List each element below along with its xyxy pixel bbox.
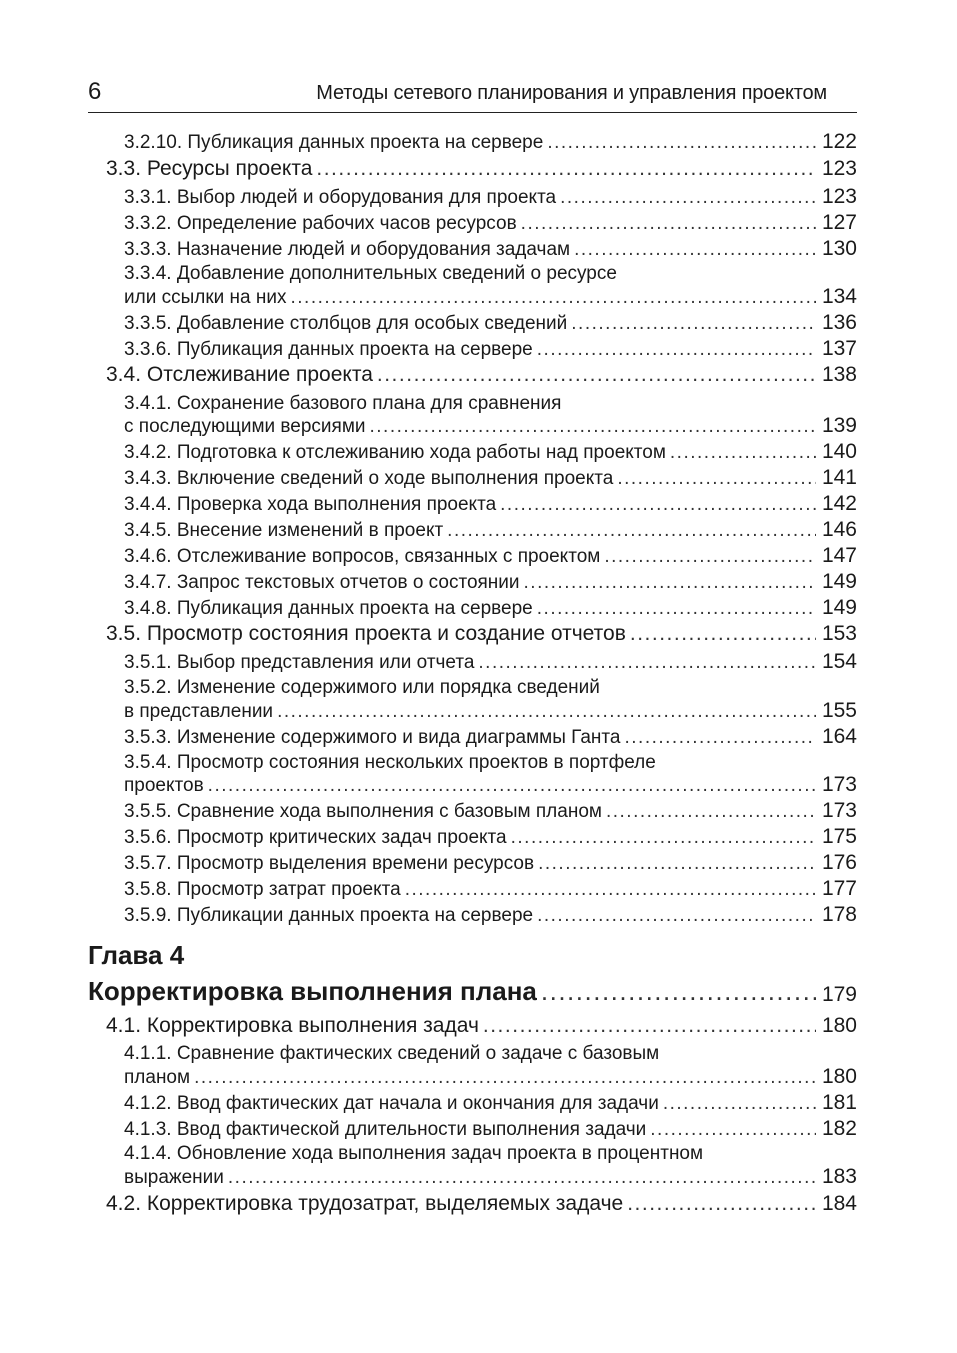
toc-leader-dots (630, 622, 816, 646)
toc-entry-title-line1: 4.1.4. Обновление хода выполнения задач проекта в процентном (124, 1143, 704, 1164)
toc-entry (124, 130, 857, 154)
toc-leader-dots (627, 1192, 816, 1216)
toc-leader-dots (606, 801, 816, 823)
toc-leader-dots (405, 879, 816, 901)
toc-entry-title-line1: 4.1.1. Сравнение фактических сведений о задаче с базовым (124, 1043, 660, 1064)
toc-entry (124, 285, 857, 309)
toc-entry-title: 3.4.4. Проверка хода выполнения проекта (124, 494, 497, 515)
toc-entry-page: 137 (821, 337, 857, 360)
toc-entry-title: 3.5.3. Изменение содержимого и вида диаграммы Ганта (124, 727, 621, 748)
toc-entry-page: 140 (821, 440, 857, 463)
toc-entry-title: 3.5.6. Просмотр критических задач проекта (124, 827, 507, 848)
toc-entry-page: 184 (821, 1192, 857, 1215)
toc-entry-title: 3.4.7. Запрос текстовых отчетов о состоянии (124, 572, 520, 593)
toc-leader-dots (447, 520, 816, 542)
toc-entry-title: проектов (124, 775, 204, 796)
toc-entry-title: 3.4.6. Отслеживание вопросов, связанных с проектом (124, 546, 601, 567)
toc-entry-title: 3.5.1. Выбор представления или отчета (124, 652, 475, 673)
running-title: Методы сетевого планирования и управления проектом (316, 82, 827, 104)
toc-entry-title: 3.4.2. Подготовка к отслеживанию хода работы над проектом (124, 442, 666, 463)
toc-entry-title: 3.5.9. Публикации данных проекта на сервере (124, 905, 534, 926)
toc-leader-dots (277, 701, 816, 723)
toc-entry-title-line1: 3.4.1. Сохранение базового плана для сравнения (124, 393, 562, 414)
toc-leader-dots (560, 187, 816, 209)
toc-leader-dots (624, 727, 815, 749)
toc-leader-dots (483, 1014, 816, 1038)
toc-entry-title-line1: 3.5.2. Изменение содержимого или порядка сведений (124, 677, 600, 698)
toc-entry-page: 154 (821, 650, 857, 673)
toc-entry (124, 596, 857, 620)
toc-entry-title: планом (124, 1067, 191, 1088)
toc-entry-title: 3.4. Отслеживание проекта (106, 363, 373, 386)
toc-entry-page: 139 (821, 414, 857, 437)
toc-entry-page: 181 (821, 1091, 857, 1114)
toc-entry-page: 146 (821, 518, 857, 541)
toc-entry-page: 136 (821, 311, 857, 334)
toc-entry-page: 123 (821, 157, 857, 180)
toc-entry-page: 134 (821, 285, 857, 308)
toc-entry-page: 180 (821, 1014, 857, 1037)
toc-entry (124, 650, 857, 674)
toc-entry (124, 825, 857, 849)
toc-leader-dots (500, 494, 816, 516)
toc-entry (106, 157, 857, 181)
toc-entry-title: с последующими версиями (124, 416, 366, 437)
toc-leader-dots (670, 442, 816, 464)
toc-leader-dots (478, 652, 816, 674)
toc-entry-page: 175 (821, 825, 857, 848)
toc-entry-page: 179 (821, 983, 857, 1006)
toc-entry (124, 1065, 857, 1089)
toc-entry (124, 492, 857, 516)
toc-entry (124, 570, 857, 594)
toc-entry-page: 142 (821, 492, 857, 515)
toc-entry (124, 799, 857, 823)
toc-entry (124, 311, 857, 335)
page-header (88, 78, 857, 113)
toc-entry (124, 725, 857, 749)
toc-entry-page: 123 (821, 185, 857, 208)
toc-entry (124, 414, 857, 438)
toc-entry-page: 122 (821, 130, 857, 153)
toc-entry (124, 1165, 857, 1189)
toc-entry (124, 851, 857, 875)
toc-entry-page: 149 (821, 570, 857, 593)
toc-entry (124, 544, 857, 568)
toc-entry (124, 440, 857, 464)
toc-entry-title: выражении (124, 1167, 224, 1188)
toc-entry-title: 3.3.2. Определение рабочих часов ресурсов (124, 213, 517, 234)
toc-entry-page: 138 (821, 363, 857, 386)
toc-entry-page: 127 (821, 211, 857, 234)
toc-entry-title: 3.4.8. Публикация данных проекта на сервере (124, 598, 533, 619)
toc-leader-dots (537, 905, 816, 927)
toc-entry-title: или ссылки на них (124, 287, 287, 308)
toc-leader-dots (208, 775, 816, 797)
toc-entry (106, 622, 857, 646)
toc-entry-page: 130 (821, 237, 857, 260)
toc-entry-page: 173 (821, 773, 857, 796)
toc-leader-dots (511, 827, 816, 849)
toc-leader-dots (541, 976, 816, 1007)
toc-entry-page: 173 (821, 799, 857, 822)
toc-entry-title: 4.2. Корректировка трудозатрат, выделяемых задаче (106, 1192, 624, 1215)
toc-leader-dots (650, 1119, 816, 1141)
toc-leader-dots (547, 132, 816, 154)
toc-leader-dots (604, 546, 816, 568)
toc-entry (106, 1192, 857, 1216)
toc-entry (124, 1091, 857, 1115)
toc-entry-title: 3.4.3. Включение сведений о ходе выполнения проекта (124, 468, 614, 489)
toc-entry (124, 699, 857, 723)
toc-entry-title: 3.3.5. Добавление столбцов для особых сведений (124, 313, 568, 334)
chapter-label: Глава 4 (88, 940, 185, 970)
toc-entry (124, 237, 857, 261)
toc-entry (124, 903, 857, 927)
toc-entry (124, 773, 857, 797)
toc-entry-page: 153 (821, 622, 857, 645)
toc-entry-title: 3.3. Ресурсы проекта (106, 157, 313, 180)
toc-entry (124, 1117, 857, 1141)
toc-entry-title: 3.5. Просмотр состояния проекта и создание отчетов (106, 622, 626, 645)
toc-entry-page: 176 (821, 851, 857, 874)
toc-entry (124, 877, 857, 901)
toc-entry (106, 1014, 857, 1038)
toc-leader-dots (538, 853, 816, 875)
toc-leader-dots (377, 363, 816, 387)
toc-entry-title: 4.1.3. Ввод фактической длительности выполнения задачи (124, 1119, 647, 1140)
toc-entry-page: 149 (821, 596, 857, 619)
toc-entry-title: 3.4.5. Внесение изменений в проект (124, 520, 444, 541)
toc-leader-dots (290, 287, 815, 309)
toc-entry-title: 4.1. Корректировка выполнения задач (106, 1014, 479, 1037)
toc-entry-title-line1: 3.5.4. Просмотр состояния нескольких проектов в портфеле (124, 752, 656, 773)
toc-leader-dots (537, 339, 816, 361)
toc-entry-title: 3.3.1. Выбор людей и оборудования для проекта (124, 187, 557, 208)
toc-leader-dots (663, 1093, 816, 1115)
toc-leader-dots (370, 416, 816, 438)
toc-entry (106, 363, 857, 387)
page-number: 6 (88, 78, 102, 105)
toc-chapter-entry (88, 976, 857, 1007)
toc-entry-page: 155 (821, 699, 857, 722)
toc-entry-page: 177 (821, 877, 857, 900)
toc-entry-page: 183 (821, 1165, 857, 1188)
toc-leader-dots (524, 572, 816, 594)
toc-entry-title: 3.5.8. Просмотр затрат проекта (124, 879, 401, 900)
toc-leader-dots (521, 213, 816, 235)
toc-entry-title-line1: 3.3.4. Добавление дополнительных сведений о ресурсе (124, 263, 617, 284)
toc-entry-title: 3.3.6. Публикация данных проекта на сервере (124, 339, 533, 360)
toc-leader-dots (228, 1167, 816, 1189)
toc-entry-title: в представлении (124, 701, 274, 722)
toc-entry-page: 141 (821, 466, 857, 489)
toc-leader-dots (194, 1067, 816, 1089)
toc-leader-dots (574, 239, 816, 261)
toc-entry-page: 182 (821, 1117, 857, 1140)
toc-entry (124, 466, 857, 490)
toc-entry-page: 180 (821, 1065, 857, 1088)
toc-entry (124, 518, 857, 542)
toc-chapter-title: Корректировка выполнения плана (88, 976, 537, 1006)
toc-entry-page: 178 (821, 903, 857, 926)
toc-entry-title: 3.3.3. Назначение людей и оборудования задачам (124, 239, 571, 260)
toc-leader-dots (617, 468, 816, 490)
toc-entry (124, 211, 857, 235)
toc-entry-page: 164 (821, 725, 857, 748)
toc-leader-dots (571, 313, 816, 335)
toc-entry-title: 4.1.2. Ввод фактических дат начала и окончания для задачи (124, 1093, 659, 1114)
toc-leader-dots (316, 157, 816, 181)
toc-entry (124, 185, 857, 209)
toc-entry-page: 147 (821, 544, 857, 567)
toc-entry-title: 3.5.5. Сравнение хода выполнения с базовым планом (124, 801, 602, 822)
toc-entry (124, 337, 857, 361)
toc-entry-title: 3.2.10. Публикация данных проекта на сервере (124, 132, 544, 153)
toc-leader-dots (537, 598, 816, 620)
toc-entry-title: 3.5.7. Просмотр выделения времени ресурсов (124, 853, 535, 874)
